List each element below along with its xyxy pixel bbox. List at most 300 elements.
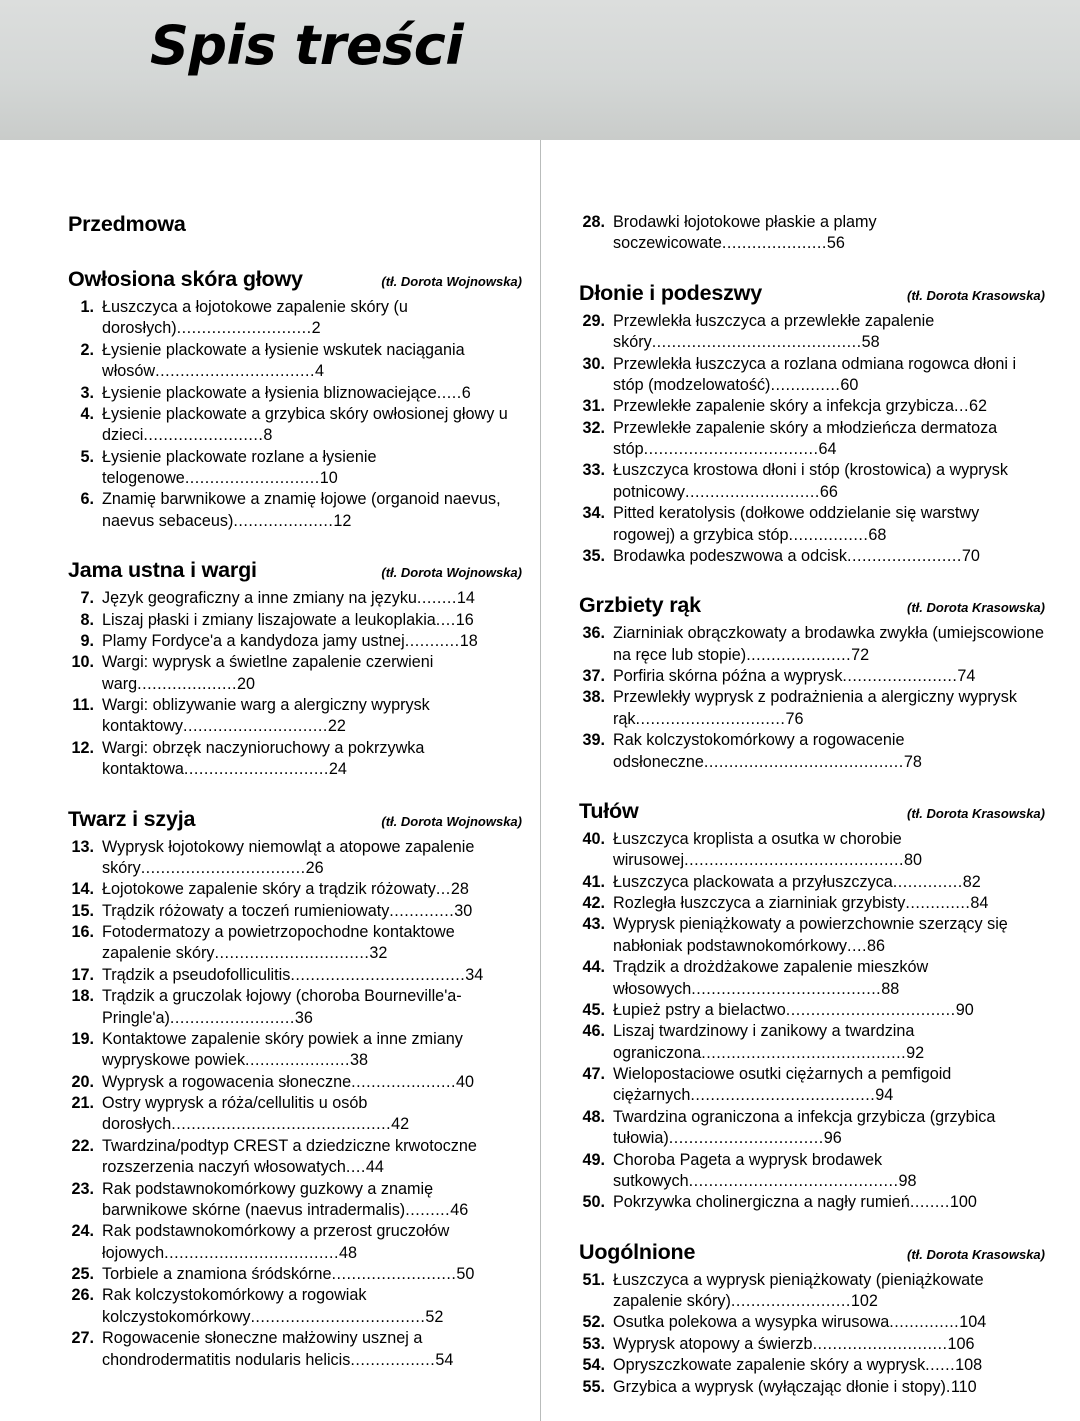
toc-entry[interactable] — [579, 1270, 1045, 1313]
toc-entry-text — [102, 738, 522, 781]
right-sections-container — [579, 212, 1045, 1398]
toc-entry[interactable] — [579, 311, 1045, 354]
left-sections-container — [68, 267, 522, 1371]
toc-entry-text — [102, 965, 522, 986]
toc-entry-page: 78 — [903, 752, 922, 771]
toc-entry-page: 102 — [850, 1292, 878, 1310]
section-title: Tułów — [579, 798, 639, 823]
toc-entry[interactable] — [68, 1285, 522, 1328]
section-translator-credit: (tł. Dorota Krasowska) — [907, 805, 1045, 821]
toc-entry[interactable] — [68, 1029, 522, 1072]
toc-section — [579, 799, 1045, 1214]
toc-entry[interactable] — [579, 730, 1045, 773]
toc-entry-page: 2 — [311, 319, 321, 338]
toc-entry-list — [68, 837, 522, 1371]
toc-entry-title: Przewlekły wyprysk z podrażnienia a alergiczny wyprysk rąk — [613, 688, 1017, 728]
toc-entry-number: 55. — [582, 1377, 605, 1396]
toc-entry[interactable] — [579, 546, 1045, 567]
toc-entry[interactable] — [68, 965, 522, 986]
toc-entry[interactable] — [579, 1000, 1045, 1021]
header-band — [0, 0, 1080, 140]
toc-leader-dots: .............. — [770, 375, 841, 394]
toc-entry[interactable] — [68, 1136, 522, 1179]
toc-entry-page: 90 — [955, 1000, 974, 1019]
toc-entry-number: 51. — [582, 1270, 605, 1289]
section-header — [579, 281, 1045, 306]
toc-entry-number: 44. — [582, 958, 605, 977]
toc-entry-page: 10 — [319, 469, 338, 487]
toc-entry-page: 56 — [826, 234, 845, 253]
toc-leader-dots: ......................... — [169, 1008, 295, 1027]
toc-entry-number: 30. — [582, 354, 605, 373]
toc-entry-title: Porfiria skórna późna a wyprysk — [613, 667, 843, 685]
toc-entry[interactable] — [579, 893, 1045, 914]
toc-entry-number: 24. — [71, 1222, 94, 1241]
toc-entry-page: 48 — [339, 1243, 358, 1262]
toc-entry-number: 35. — [582, 546, 605, 565]
section-header — [68, 807, 522, 832]
toc-entry-list — [68, 588, 522, 780]
toc-entry[interactable] — [68, 652, 522, 695]
toc-entry-page: 82 — [962, 872, 981, 891]
toc-leader-dots: ..................... — [245, 1051, 350, 1070]
toc-entry-number: 33. — [582, 461, 605, 480]
toc-entry-text — [613, 666, 1045, 687]
toc-entry[interactable] — [68, 837, 522, 880]
toc-entry[interactable] — [68, 901, 522, 922]
toc-entry-text — [102, 837, 522, 880]
toc-entry-page: 18 — [459, 631, 478, 650]
toc-entry-text — [613, 354, 1045, 397]
toc-entry-page: 58 — [861, 333, 880, 352]
toc-entry[interactable] — [68, 631, 522, 652]
toc-entry-page: 12 — [333, 511, 352, 530]
toc-entry-title: Liszaj twardzinowy i zanikowy a twardzina ograniczona — [613, 1022, 915, 1062]
toc-entry-title: Łysienie plackowate a łysienia bliznowaciejące — [102, 383, 437, 402]
toc-entry-number: 50. — [582, 1193, 605, 1212]
page-title: Spis treści — [150, 14, 464, 77]
toc-leader-dots: ................................. — [140, 858, 306, 877]
toc-entry-title: Ostry wyprysk a róża/cellulitis u osób dorosłych — [102, 1094, 368, 1134]
toc-section — [579, 212, 1045, 255]
toc-leader-dots: ...... — [925, 1356, 956, 1375]
toc-entry-text — [102, 986, 522, 1029]
toc-entry[interactable] — [579, 1021, 1045, 1064]
toc-entry-text — [613, 1270, 1045, 1313]
toc-entry-title: Brodawka podeszwowa a odcisk — [613, 546, 847, 565]
toc-entry[interactable] — [68, 1093, 522, 1136]
toc-entry[interactable] — [68, 447, 522, 490]
toc-leader-dots: .................... — [137, 674, 238, 693]
toc-entry-title: Znamię barwnikowe a znamię łojowe (organoid naevus, naevus sebaceus) — [102, 490, 501, 530]
toc-leader-dots: ........................ — [730, 1292, 851, 1310]
toc-entry-number: 19. — [71, 1029, 94, 1048]
toc-entry[interactable] — [68, 489, 522, 532]
toc-entry-text — [102, 588, 522, 609]
toc-entry[interactable] — [579, 354, 1045, 397]
toc-entry-text — [102, 695, 522, 738]
toc-entry-page: 104 — [959, 1313, 987, 1332]
toc-entry-title: Kontaktowe zapalenie skóry powiek a inne zmiany wypryskowe powiek — [102, 1029, 463, 1070]
toc-entry-page: 92 — [906, 1043, 925, 1062]
toc-entry-number: 13. — [71, 837, 94, 856]
toc-entry-text — [613, 503, 1045, 546]
toc-entry-text — [102, 652, 522, 695]
toc-entry-page: 36 — [294, 1008, 313, 1027]
section-title: Grzbiety rąk — [579, 593, 701, 618]
toc-entry-title: Łuszczyca a wyprysk pieniążkowaty (pieniążkowate zapalenie skóry) — [613, 1270, 984, 1310]
toc-entry-text — [102, 631, 522, 652]
toc-entry-text — [613, 1355, 1045, 1376]
toc-entry-number: 32. — [582, 418, 605, 437]
toc-leader-dots: ..................... — [746, 645, 852, 664]
section-translator-credit: (tł. Dorota Krasowska) — [907, 287, 1045, 303]
toc-leader-dots: ................ — [788, 525, 869, 544]
toc-leader-dots: ................................... — [164, 1243, 340, 1262]
toc-entry-number: 40. — [582, 829, 605, 848]
toc-leader-dots: ................................ — [155, 362, 315, 381]
toc-entry-page: 22 — [327, 717, 346, 736]
toc-entry[interactable] — [68, 340, 522, 383]
toc-entry[interactable] — [68, 1264, 522, 1285]
toc-entry-list — [579, 829, 1045, 1214]
toc-entry-page: 110 — [950, 1377, 977, 1396]
toc-entry-title: Ziarniniak obrączkowaty a brodawka zwykła (umiejscowione na ręce lub stopie) — [613, 624, 1044, 664]
toc-entry-number: 42. — [582, 894, 605, 912]
toc-entry-text — [613, 914, 1045, 957]
toc-entry-number: 27. — [71, 1329, 94, 1348]
toc-leader-dots: .............. — [892, 872, 963, 891]
toc-entry-text — [102, 1093, 522, 1136]
toc-entry-number: 9. — [80, 631, 94, 650]
toc-leader-dots: .............. — [889, 1313, 960, 1332]
toc-leader-dots: ................. — [350, 1350, 436, 1369]
toc-entry-page: 66 — [819, 482, 838, 501]
toc-entry-title: Wyprysk łojotokowy niemowląt a atopowe zapalenie skóry — [102, 837, 475, 877]
toc-entry-page: 84 — [970, 894, 989, 912]
toc-entry-title: Trądzik różowaty a toczeń rumieniowaty — [102, 901, 390, 920]
toc-entry-number: 3. — [80, 383, 94, 402]
toc-entry-title: Przewlekłe zapalenie skóry a infekcja grzybicza — [613, 397, 954, 416]
toc-entry-text — [102, 340, 522, 383]
toc-entry-page: 34 — [465, 965, 484, 984]
toc-entry-text — [613, 1000, 1045, 1021]
toc-leader-dots: ....................... — [846, 546, 962, 565]
toc-entry-title: Grzybica a wyprysk (wyłączając dłonie i stopy) — [613, 1377, 946, 1396]
toc-entry[interactable] — [579, 1377, 1045, 1398]
toc-entry-number: 12. — [71, 738, 94, 757]
toc-left-column — [0, 140, 540, 1421]
section-title: Uogólnione — [579, 1239, 696, 1264]
toc-entry[interactable] — [579, 418, 1045, 461]
toc-entry-title: Rak podstawnokomórkowy a przerost gruczołów łojowych — [102, 1222, 450, 1262]
toc-entry-number: 14. — [71, 880, 94, 899]
toc-leader-dots: ............. — [389, 901, 455, 920]
toc-entry-page: 50 — [456, 1265, 475, 1283]
toc-entry-text — [613, 893, 1045, 914]
toc-entry-page: 108 — [955, 1356, 983, 1375]
toc-entry-page: 28 — [450, 880, 469, 899]
toc-entry-number: 46. — [582, 1022, 605, 1041]
toc-entry-number: 2. — [80, 340, 94, 359]
toc-leader-dots: ............. — [905, 894, 971, 912]
toc-entry-number: 31. — [582, 397, 605, 416]
toc-entry-page: 86 — [866, 936, 885, 955]
toc-entry-text — [613, 396, 1045, 417]
toc-leader-dots: ..................... — [351, 1072, 457, 1091]
toc-entry-number: 23. — [71, 1179, 94, 1198]
toc-entry[interactable] — [579, 1312, 1045, 1333]
toc-entry-number: 15. — [71, 901, 94, 920]
toc-entry-page: 44 — [365, 1158, 384, 1177]
toc-entry-title: Trądzik a gruczolak łojowy (choroba Bourneville'a-Pringle'a) — [102, 987, 462, 1027]
toc-leader-dots: ............................. — [183, 760, 329, 779]
toc-leader-dots: ..................................... — [690, 1086, 876, 1105]
toc-entry-list — [579, 212, 1045, 255]
toc-entry-page: 6 — [461, 383, 471, 402]
toc-entry-title: Przewlekła łuszczyca a przewlekłe zapalenie skóry — [613, 311, 935, 352]
toc-leader-dots: ..................... — [721, 234, 827, 253]
toc-entry-number: 26. — [71, 1286, 94, 1305]
toc-entry-title: Łuszczyca plackowata a przyłuszczyca — [613, 872, 893, 891]
toc-leader-dots: .................... — [233, 511, 334, 530]
toc-entry[interactable] — [579, 1355, 1045, 1376]
toc-entry-title: Pitted keratolysis (dołkowe oddzielanie się warstwy rogowej) a grzybica stóp — [613, 504, 980, 544]
toc-entry-text — [613, 546, 1045, 567]
toc-entry-number: 41. — [582, 872, 605, 891]
toc-entry-list — [579, 1270, 1045, 1398]
toc-entry-number: 6. — [80, 490, 94, 509]
toc-entry-text — [613, 623, 1045, 666]
toc-entry-title: Łysienie plackowate a łysienie wskutek naciągania włosów — [102, 340, 465, 381]
toc-entry-number: 4. — [80, 404, 94, 423]
toc-entry-page: 68 — [868, 525, 887, 544]
toc-leader-dots: ... — [954, 397, 969, 416]
toc-leader-dots: .................................. — [785, 1000, 956, 1019]
toc-leader-dots: ................................... — [290, 965, 466, 984]
toc-entry[interactable] — [68, 879, 522, 900]
toc-leader-dots: ................................... — [250, 1307, 426, 1326]
toc-entry[interactable] — [579, 666, 1045, 687]
toc-entry-text — [102, 1179, 522, 1222]
toc-entry[interactable] — [68, 922, 522, 965]
toc-entry-title: Rogowacenie słoneczne małżowiny usznej a chondrodermatitis nodularis helicis — [102, 1329, 423, 1369]
toc-entry-title: Wargi: oblizywanie warg a alergiczny wyprysk kontaktowy — [102, 696, 430, 736]
toc-entry-page: 98 — [898, 1171, 917, 1190]
toc-leader-dots: ................................... — [643, 440, 819, 458]
toc-entry[interactable] — [579, 829, 1045, 872]
section-title: Twarz i szyja — [68, 806, 196, 831]
toc-entry-title: Trądzik a pseudofolliculitis — [102, 965, 291, 984]
toc-entry-page: 24 — [328, 760, 347, 779]
toc-entry[interactable] — [579, 1150, 1045, 1193]
toc-entry-text — [613, 957, 1045, 1000]
toc-entry[interactable] — [579, 914, 1045, 957]
toc-entry-number: 47. — [582, 1065, 605, 1083]
section-header — [579, 1240, 1045, 1265]
toc-entry[interactable] — [68, 1221, 522, 1264]
toc-entry-title: Fotodermatozy a powietrzopochodne kontaktowe zapalenie skóry — [102, 923, 455, 963]
foreword-heading: Przedmowa — [68, 212, 186, 236]
toc-leader-dots: ........................... — [684, 482, 820, 501]
toc-entry-title: Rak podstawnokomórkowy guzkowy a znamię barwnikowe skórne (naevus intradermalis) — [102, 1179, 434, 1219]
toc-entry[interactable] — [579, 1064, 1045, 1107]
toc-entry-text — [102, 1328, 522, 1371]
toc-entry[interactable] — [579, 1192, 1045, 1213]
toc-entry-title: Wyprysk a rogowacenia słoneczne — [102, 1072, 352, 1091]
toc-entry-text — [102, 404, 522, 447]
toc-entry[interactable] — [579, 212, 1045, 255]
toc-entry-number: 5. — [80, 447, 94, 466]
toc-entry-title: Twardzina/podtyp CREST a dziedziczne krwotoczne rozszerzenia naczyń włosowatych — [102, 1136, 477, 1177]
toc-entry-text — [102, 922, 522, 965]
toc-entry-text — [102, 879, 522, 900]
toc-entry-page: 40 — [456, 1072, 475, 1091]
toc-leader-dots: .... — [435, 610, 456, 629]
section-header — [579, 593, 1045, 618]
section-title: Dłonie i podeszwy — [579, 280, 762, 305]
toc-entry[interactable] — [68, 1328, 522, 1371]
toc-leader-dots: ........................... — [176, 319, 312, 338]
toc-entry[interactable] — [579, 396, 1045, 417]
toc-entry-text — [613, 1377, 1045, 1398]
toc-entry[interactable] — [68, 297, 522, 340]
toc-entry-text — [613, 418, 1045, 461]
section-translator-credit: (tł. Dorota Wojnowska) — [381, 274, 522, 289]
toc-entry-page: 100 — [949, 1193, 977, 1212]
toc-entry-text — [613, 1150, 1045, 1193]
toc-leader-dots: ........ — [909, 1193, 950, 1212]
toc-entry-text — [102, 297, 522, 340]
section-translator-credit: (tł. Dorota Wojnowska) — [381, 565, 522, 581]
toc-entry[interactable] — [68, 588, 522, 609]
toc-entry-title: Brodawki łojotokowe płaskie a plamy soczewicowate — [613, 213, 877, 253]
toc-leader-dots: .... — [345, 1158, 366, 1177]
toc-entry-page: 26 — [305, 858, 324, 877]
toc-entry-text — [102, 1072, 522, 1093]
toc-entry-number: 49. — [582, 1150, 605, 1169]
toc-leader-dots: ............................. — [182, 717, 328, 736]
toc-entry-number: 17. — [71, 965, 94, 984]
toc-entry-text — [613, 829, 1045, 872]
toc-entry-title: Rak kolczystokomórkowy a rogowacenie odsłoneczne — [613, 731, 905, 771]
toc-entry[interactable] — [68, 695, 522, 738]
toc-entry-text — [613, 212, 1045, 255]
toc-entry[interactable] — [68, 404, 522, 447]
toc-entry-title: Łuszczyca krostowa dłoni i stóp (krostowica) a wyprysk potnicowy — [613, 461, 1008, 501]
toc-leader-dots: ........... — [404, 631, 460, 650]
toc-entry[interactable] — [68, 1179, 522, 1222]
toc-entry-text — [613, 1064, 1045, 1107]
toc-entry-title: Łuszczyca kroplista a osutka w chorobie wirusowej — [613, 829, 902, 870]
toc-leader-dots: ........ — [416, 589, 457, 608]
toc-entry-title: Wyprysk pieniążkowaty a powierzchownie szerzący się nabłoniak podstawnokomórkowy — [613, 915, 1008, 955]
section-translator-credit: (tł. Dorota Wojnowska) — [381, 813, 522, 829]
toc-section — [579, 593, 1045, 773]
toc-entry-page: 94 — [875, 1086, 894, 1105]
toc-entry-page: 106 — [947, 1334, 975, 1353]
toc-entry[interactable] — [579, 687, 1045, 730]
toc-leader-dots: ............................... — [214, 944, 370, 963]
toc-entry-number: 53. — [582, 1334, 605, 1353]
toc-entry[interactable] — [68, 738, 522, 781]
toc-entry-page: 72 — [851, 645, 870, 664]
toc-entry-text — [613, 311, 1045, 354]
toc-entry-number: 48. — [582, 1107, 605, 1126]
toc-entry-page: 4 — [315, 362, 325, 381]
toc-entry-number: 36. — [582, 624, 605, 643]
toc-entry-page: 32 — [369, 944, 388, 963]
toc-entry-number: 29. — [582, 311, 605, 330]
toc-leader-dots: ..... — [436, 383, 462, 402]
toc-leader-dots: .......................................... — [688, 1171, 899, 1190]
toc-leader-dots: ........................... — [812, 1334, 948, 1353]
toc-entry-text — [613, 1021, 1045, 1064]
toc-entry-text — [613, 687, 1045, 730]
toc-entry[interactable] — [68, 1072, 522, 1093]
toc-leader-dots: . — [945, 1377, 951, 1396]
toc-leader-dots: ......... — [405, 1200, 451, 1219]
toc-entry-number: 16. — [71, 923, 94, 941]
toc-entry-page: 42 — [391, 1115, 410, 1134]
toc-entry-page: 52 — [425, 1307, 444, 1326]
toc-entry-title: Przewlekła łuszczyca a rozlana odmiana rogowca dłoni i stóp (modzelowatość) — [613, 354, 1017, 394]
toc-entry-title: Pokrzywka cholinergiczna a nagły rumień — [613, 1193, 910, 1212]
toc-entry-text — [613, 1192, 1045, 1213]
toc-entry-text — [613, 1312, 1045, 1333]
toc-entry-number: 39. — [582, 731, 605, 750]
toc-entry-title: Liszaj płaski i zmiany liszajowate a leukoplakia — [102, 610, 436, 629]
toc-entry-number: 52. — [582, 1313, 605, 1332]
toc-section — [68, 267, 522, 532]
toc-leader-dots: ......................... — [331, 1265, 457, 1283]
toc-entry[interactable] — [68, 383, 522, 404]
toc-entry-text — [102, 1264, 522, 1285]
toc-entry-page: 20 — [237, 674, 256, 693]
toc-entry[interactable] — [579, 623, 1045, 666]
toc-entry-text — [613, 1334, 1045, 1355]
toc-entry-text — [102, 1285, 522, 1328]
toc-entry[interactable] — [68, 610, 522, 631]
toc-entry-title: Rak kolczystokomórkowy a rogowiak kolczystokomórkowy — [102, 1286, 367, 1326]
toc-entry-text — [102, 901, 522, 922]
toc-entry[interactable] — [579, 503, 1045, 546]
toc-entry-title: Wielopostaciowe osutki ciężarnych a pemfigoid ciężarnych — [613, 1065, 952, 1105]
toc-entry-title: Przewlekłe zapalenie skóry a młodzieńcza dermatoza stóp — [613, 418, 998, 458]
toc-leader-dots: .... — [846, 936, 867, 955]
toc-entry[interactable] — [579, 1334, 1045, 1355]
toc-entry-number: 38. — [582, 688, 605, 707]
toc-entry-title: Łuszczyca a łojotokowe zapalenie skóry (u dorosłych) — [102, 298, 408, 338]
toc-entry[interactable] — [579, 1107, 1045, 1150]
toc-entry-number: 25. — [71, 1265, 94, 1283]
toc-entry-page: 80 — [903, 851, 922, 870]
toc-entry[interactable] — [579, 957, 1045, 1000]
toc-entry-title: Język geograficzny a inne zmiany na języku — [102, 589, 417, 608]
toc-entry-title: Łysienie plackowate a grzybica skóry owłosionej głowy u dzieci — [102, 404, 508, 445]
toc-entry-number: 1. — [80, 298, 94, 316]
section-translator-credit: (tł. Dorota Krasowska) — [907, 1246, 1045, 1262]
toc-entry-text — [102, 1029, 522, 1072]
toc-entry-page: 96 — [823, 1129, 842, 1148]
toc-entry-page: 64 — [818, 440, 837, 458]
toc-leader-dots: ........................ — [143, 426, 264, 445]
toc-entry[interactable] — [579, 872, 1045, 893]
toc-entry-title: Wargi: wyprysk a świetlne zapalenie czerwieni warg — [102, 653, 434, 693]
toc-entry[interactable] — [68, 986, 522, 1029]
toc-entry-text — [613, 1107, 1045, 1150]
toc-entry[interactable] — [579, 460, 1045, 503]
